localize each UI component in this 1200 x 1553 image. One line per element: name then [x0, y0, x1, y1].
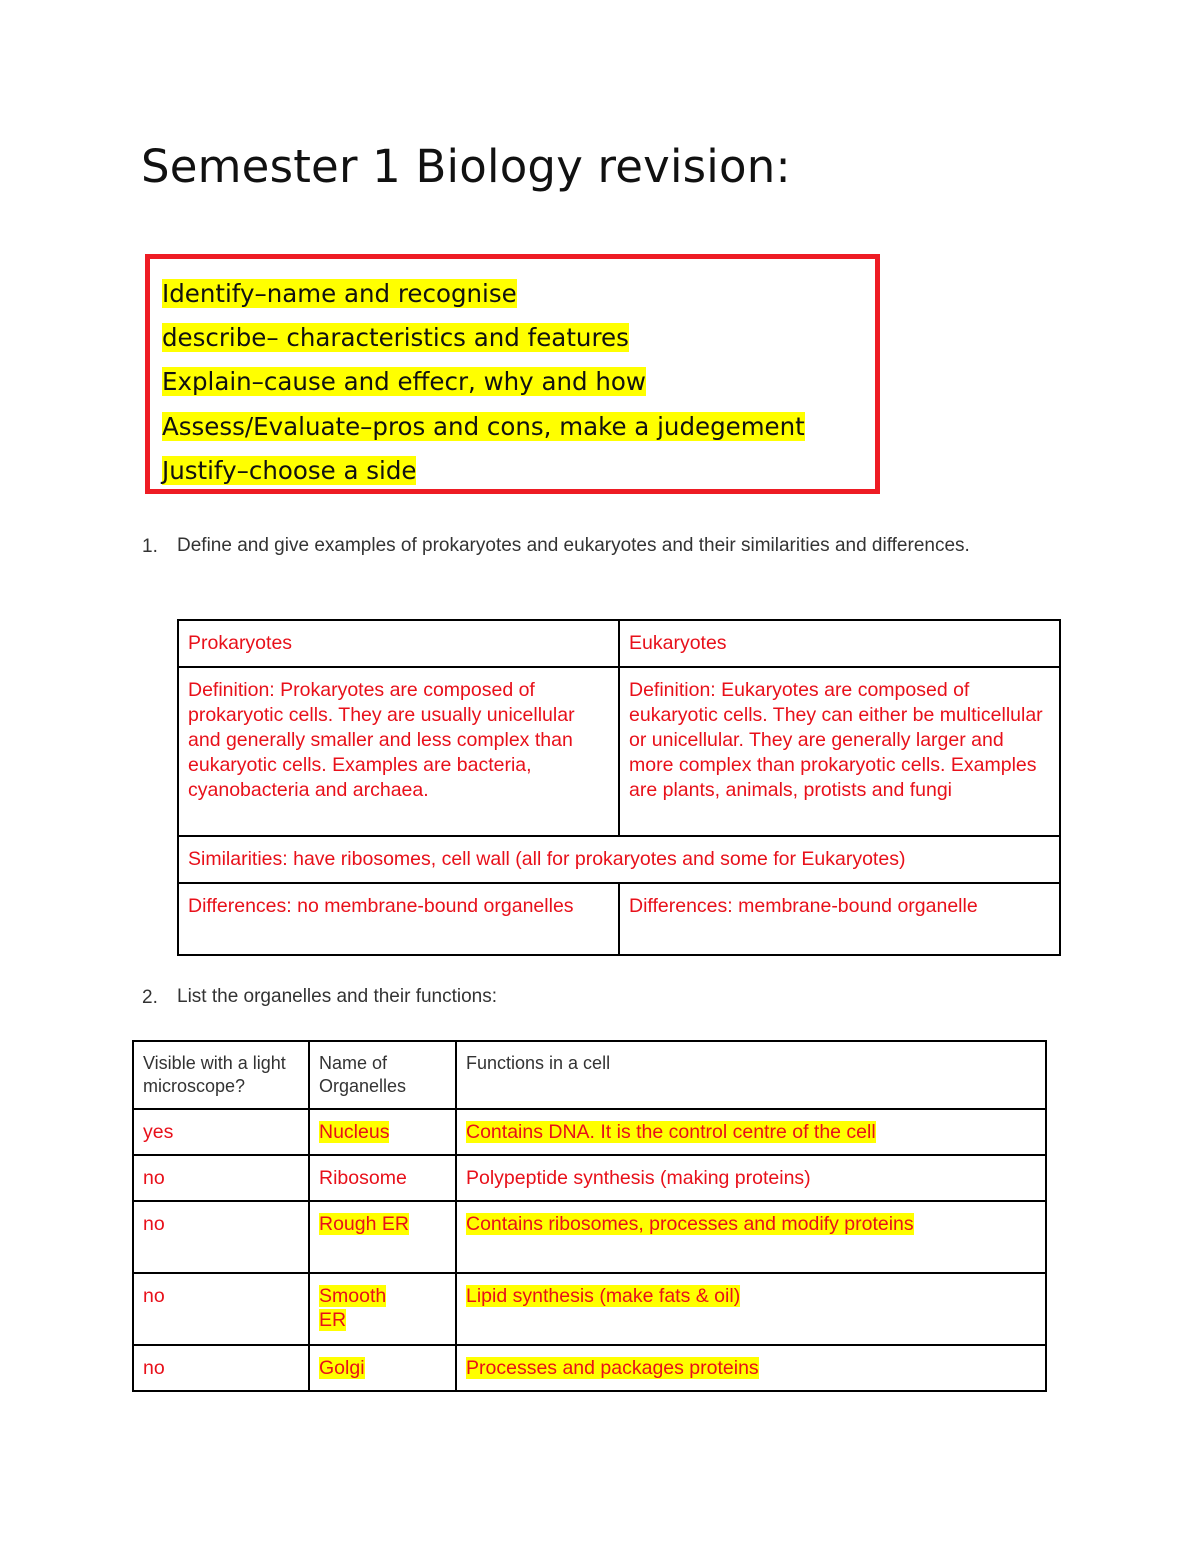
cell-function: Lipid synthesis (make fats & oil) — [456, 1273, 1046, 1345]
cell-organelle-name: Nucleus — [309, 1109, 456, 1155]
definition-prokaryotes: Definition: Prokaryotes are composed of prokaryotic cells. They are usually unicellular and generally smaller and less complex than eukaryotic cells. Examples are bacteria, cyanobacteria and archaea. — [178, 667, 619, 836]
cell-organelle-name: Rough ER — [309, 1201, 456, 1273]
prokaryote-eukaryote-table — [177, 619, 1061, 956]
cell-visible: no — [133, 1345, 309, 1391]
table-row — [133, 1345, 1046, 1391]
command-term-justify: Justify–choose a side — [162, 456, 417, 485]
question-1-text: Define and give examples of prokaryotes and eukaryotes and their similarities and differences. — [177, 535, 970, 556]
page-title: Semester 1 Biology revision: — [141, 140, 791, 193]
command-terms-box — [145, 254, 880, 494]
table-header-row — [133, 1041, 1046, 1109]
cell-function: Processes and packages proteins — [456, 1345, 1046, 1391]
cell-function: Polypeptide synthesis (making proteins) — [456, 1155, 1046, 1201]
cell-visible: no — [133, 1201, 309, 1273]
table-row — [133, 1109, 1046, 1155]
definition-eukaryotes: Definition: Eukaryotes are composed of eukaryotic cells. They can either be multicellular or unicellular. They are generally larger and more complex than prokaryotic cells. Examples are plants, animals, protists and fungi — [619, 667, 1060, 836]
question-1-number: 1. — [142, 536, 158, 557]
similarities-cell: Similarities: have ribosomes, cell wall (all for prokaryotes and some for Eukaryotes) — [178, 836, 1060, 883]
command-term-assess: Assess/Evaluate–pros and cons, make a judegement — [162, 412, 805, 441]
question-2-number: 2. — [142, 987, 158, 1008]
table-row — [178, 667, 1060, 836]
header-function: Functions in a cell — [456, 1041, 1046, 1109]
cell-visible: yes — [133, 1109, 309, 1155]
cell-function: Contains DNA. It is the control centre of the cell — [456, 1109, 1046, 1155]
table-row — [178, 620, 1060, 667]
header-organelle-name: Name of Organelles — [309, 1041, 456, 1109]
question-2-text: List the organelles and their functions: — [177, 986, 498, 1007]
cell-visible: no — [133, 1273, 309, 1345]
organelles-table — [132, 1040, 1047, 1392]
header-eukaryotes: Eukaryotes — [619, 620, 1060, 667]
cell-function: Contains ribosomes, processes and modify proteins — [456, 1201, 1046, 1273]
command-term-explain: Explain–cause and effecr, why and how — [162, 367, 646, 396]
cell-visible: no — [133, 1155, 309, 1201]
differences-prokaryotes: Differences: no membrane-bound organelles — [178, 883, 619, 955]
table-row — [133, 1155, 1046, 1201]
table-row — [133, 1273, 1046, 1345]
cell-organelle-name: Smooth ER — [309, 1273, 456, 1345]
table-row — [133, 1201, 1046, 1273]
table-row — [178, 836, 1060, 883]
cell-organelle-name: Golgi — [309, 1345, 456, 1391]
table-row — [178, 883, 1060, 955]
differences-eukaryotes: Differences: membrane-bound organelle — [619, 883, 1060, 955]
command-term-describe: describe– characteristics and features — [162, 323, 629, 352]
header-prokaryotes: Prokaryotes — [178, 620, 619, 667]
header-visible: Visible with a light microscope? — [133, 1041, 309, 1109]
command-term-identify: Identify–name and recognise — [162, 279, 517, 308]
cell-organelle-name: Ribosome — [309, 1155, 456, 1201]
